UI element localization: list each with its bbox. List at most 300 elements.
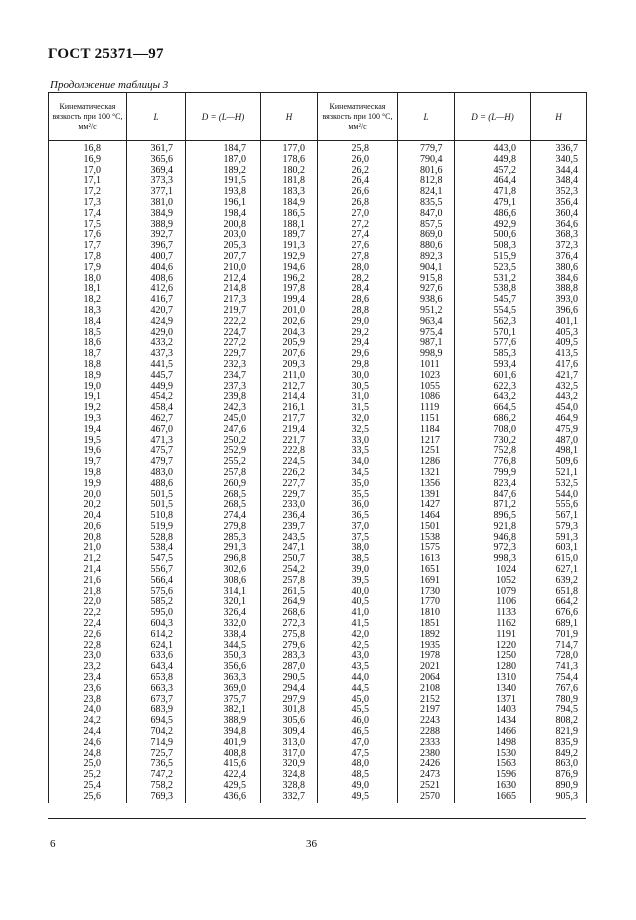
cell-h: 180,2 — [261, 166, 318, 177]
cell-d-2: 570,1 — [455, 328, 531, 339]
cell-h: 202,6 — [261, 317, 318, 328]
cell-d-2: 449,8 — [455, 155, 531, 166]
cell-viscosity-2: 29,0 — [318, 317, 398, 328]
cell-l: 408,6 — [127, 274, 186, 285]
cell-viscosity: 20,8 — [49, 533, 127, 544]
cell-d: 332,0 — [186, 619, 261, 630]
cell-h-2: 780,9 — [531, 695, 587, 706]
cell-viscosity: 23,0 — [49, 651, 127, 662]
cell-l-2: 2570 — [398, 792, 455, 803]
cell-l: 604,3 — [127, 619, 186, 630]
cell-h: 192,9 — [261, 252, 318, 263]
cell-l-2: 2243 — [398, 716, 455, 727]
cell-viscosity-2: 37,5 — [318, 533, 398, 544]
cell-viscosity: 19,4 — [49, 425, 127, 436]
cell-h-2: 487,0 — [531, 436, 587, 447]
cell-viscosity-2: 48,0 — [318, 759, 398, 770]
cell-viscosity: 23,6 — [49, 684, 127, 695]
cell-viscosity-2: 30,5 — [318, 382, 398, 393]
cell-h-2: 615,0 — [531, 554, 587, 565]
cell-d: 200,8 — [186, 220, 261, 231]
cell-d: 214,8 — [186, 284, 261, 295]
cell-h-2: 603,1 — [531, 543, 587, 554]
cell-viscosity-2: 27,2 — [318, 220, 398, 231]
cell-h: 254,2 — [261, 565, 318, 576]
table-bottom-rule — [48, 818, 586, 819]
cell-d-2: 457,2 — [455, 166, 531, 177]
cell-d-2: 1434 — [455, 716, 531, 727]
cell-viscosity: 18,3 — [49, 306, 127, 317]
cell-viscosity-2: 28,4 — [318, 284, 398, 295]
cell-viscosity-2: 49,5 — [318, 792, 398, 803]
viscosity-table — [48, 92, 586, 803]
cell-viscosity-2: 31,5 — [318, 403, 398, 414]
cell-d-2: 500,6 — [455, 230, 531, 241]
cell-d: 191,5 — [186, 176, 261, 187]
cell-h: 219,4 — [261, 425, 318, 436]
cell-l: 556,7 — [127, 565, 186, 576]
cell-viscosity: 21,8 — [49, 587, 127, 598]
cell-h: 199,4 — [261, 295, 318, 306]
cell-d-2: 871,2 — [455, 500, 531, 511]
cell-viscosity-2: 43,5 — [318, 662, 398, 673]
cell-h: 188,1 — [261, 220, 318, 231]
cell-viscosity: 22,0 — [49, 597, 127, 608]
cell-h: 226,2 — [261, 468, 318, 479]
cell-h: 257,8 — [261, 576, 318, 587]
cell-l-2: 1851 — [398, 619, 455, 630]
cell-h-2: 521,1 — [531, 468, 587, 479]
cell-l-2: 938,6 — [398, 295, 455, 306]
header-d: D = (L—H) — [186, 93, 261, 141]
cell-h-2: 417,6 — [531, 360, 587, 371]
cell-viscosity-2: 49,0 — [318, 781, 398, 792]
header-l-2: L — [398, 93, 455, 141]
cell-viscosity: 24,2 — [49, 716, 127, 727]
cell-l-2: 857,5 — [398, 220, 455, 231]
cell-d-2: 593,4 — [455, 360, 531, 371]
cell-viscosity-2: 29,2 — [318, 328, 398, 339]
cell-d-2: 545,7 — [455, 295, 531, 306]
cell-d: 296,8 — [186, 554, 261, 565]
cell-l: 519,9 — [127, 522, 186, 533]
cell-l: 479,7 — [127, 457, 186, 468]
cell-h: 216,1 — [261, 403, 318, 414]
cell-viscosity-2: 47,5 — [318, 749, 398, 760]
cell-viscosity: 16,9 — [49, 155, 127, 166]
cell-l-2: 1321 — [398, 468, 455, 479]
cell-h-2: 821,9 — [531, 727, 587, 738]
cell-l: 643,4 — [127, 662, 186, 673]
cell-l: 381,0 — [127, 198, 186, 209]
cell-l: 373,3 — [127, 176, 186, 187]
cell-d: 320,1 — [186, 597, 261, 608]
cell-viscosity: 18,1 — [49, 284, 127, 295]
cell-h: 194,6 — [261, 263, 318, 274]
cell-viscosity: 25,4 — [49, 781, 127, 792]
cell-viscosity: 21,6 — [49, 576, 127, 587]
cell-viscosity-2: 37,0 — [318, 522, 398, 533]
cell-h-2: 509,6 — [531, 457, 587, 468]
cell-viscosity: 23,8 — [49, 695, 127, 706]
cell-l: 614,2 — [127, 630, 186, 641]
cell-l: 595,0 — [127, 608, 186, 619]
cell-viscosity-2: 40,5 — [318, 597, 398, 608]
cell-l: 510,8 — [127, 511, 186, 522]
cell-viscosity: 23,4 — [49, 673, 127, 684]
cell-viscosity-2: 26,2 — [318, 166, 398, 177]
cell-h: 275,8 — [261, 630, 318, 641]
cell-viscosity: 19,7 — [49, 457, 127, 468]
cell-viscosity-2: 27,4 — [318, 230, 398, 241]
cell-viscosity-2: 35,5 — [318, 490, 398, 501]
cell-l-2: 1356 — [398, 479, 455, 490]
table-row — [49, 792, 587, 803]
cell-viscosity: 17,6 — [49, 230, 127, 241]
cell-d: 237,3 — [186, 382, 261, 393]
cell-viscosity: 25,2 — [49, 770, 127, 781]
cell-h-2: 863,0 — [531, 759, 587, 770]
cell-h-2: 567,1 — [531, 511, 587, 522]
cell-h: 301,8 — [261, 705, 318, 716]
cell-d: 232,3 — [186, 360, 261, 371]
cell-h-2: 701,9 — [531, 630, 587, 641]
cell-h-2: 676,6 — [531, 608, 587, 619]
cell-h-2: 376,4 — [531, 252, 587, 263]
page-number-center: 36 — [306, 838, 317, 850]
cell-h: 332,7 — [261, 792, 318, 803]
cell-l-2: 904,1 — [398, 263, 455, 274]
cell-d-2: 515,9 — [455, 252, 531, 263]
cell-h-2: 741,3 — [531, 662, 587, 673]
cell-viscosity-2: 45,0 — [318, 695, 398, 706]
cell-d: 356,6 — [186, 662, 261, 673]
cell-d: 274,4 — [186, 511, 261, 522]
cell-h: 236,4 — [261, 511, 318, 522]
cell-d-2: 601,6 — [455, 371, 531, 382]
cell-l: 471,3 — [127, 436, 186, 447]
table-row — [49, 209, 587, 220]
table-row — [49, 425, 587, 436]
cell-d-2: 538,8 — [455, 284, 531, 295]
cell-viscosity: 17,1 — [49, 176, 127, 187]
cell-d: 344,5 — [186, 641, 261, 652]
cell-h-2: 384,6 — [531, 274, 587, 285]
cell-l-2: 1086 — [398, 392, 455, 403]
cell-d-2: 643,2 — [455, 392, 531, 403]
cell-d-2: 622,3 — [455, 382, 531, 393]
cell-d-2: 896,5 — [455, 511, 531, 522]
cell-h: 204,3 — [261, 328, 318, 339]
cell-d-2: 492,9 — [455, 220, 531, 231]
cell-d-2: 577,6 — [455, 338, 531, 349]
cell-d: 291,3 — [186, 543, 261, 554]
cell-l-2: 2333 — [398, 738, 455, 749]
cell-l: 575,6 — [127, 587, 186, 598]
cell-l-2: 1935 — [398, 641, 455, 652]
cell-h: 229,7 — [261, 490, 318, 501]
cell-d: 252,9 — [186, 446, 261, 457]
cell-viscosity-2: 41,0 — [318, 608, 398, 619]
cell-l: 585,2 — [127, 597, 186, 608]
cell-d: 203,0 — [186, 230, 261, 241]
cell-l-2: 998,9 — [398, 349, 455, 360]
cell-l-2: 1119 — [398, 403, 455, 414]
cell-h: 313,0 — [261, 738, 318, 749]
cell-d: 234,7 — [186, 371, 261, 382]
cell-viscosity: 19,3 — [49, 414, 127, 425]
cell-viscosity: 16,8 — [49, 141, 127, 155]
cell-h-2: 714,7 — [531, 641, 587, 652]
cell-l-2: 1613 — [398, 554, 455, 565]
cell-h-2: 364,6 — [531, 220, 587, 231]
cell-d-2: 847,6 — [455, 490, 531, 501]
cell-viscosity: 20,2 — [49, 500, 127, 511]
cell-h: 196,2 — [261, 274, 318, 285]
cell-viscosity-2: 47,0 — [318, 738, 398, 749]
cell-h: 243,5 — [261, 533, 318, 544]
cell-viscosity-2: 46,0 — [318, 716, 398, 727]
cell-viscosity: 17,4 — [49, 209, 127, 220]
cell-viscosity: 17,9 — [49, 263, 127, 274]
cell-d: 326,4 — [186, 608, 261, 619]
cell-h-2: 555,6 — [531, 500, 587, 511]
cell-l: 769,3 — [127, 792, 186, 803]
cell-d-2: 1191 — [455, 630, 531, 641]
cell-l-2: 892,3 — [398, 252, 455, 263]
cell-viscosity: 25,0 — [49, 759, 127, 770]
cell-viscosity: 18,0 — [49, 274, 127, 285]
cell-viscosity: 17,8 — [49, 252, 127, 263]
cell-viscosity-2: 42,5 — [318, 641, 398, 652]
cell-viscosity-2: 31,0 — [318, 392, 398, 403]
cell-l: 441,5 — [127, 360, 186, 371]
cell-l: 475,7 — [127, 446, 186, 457]
cell-d-2: 730,2 — [455, 436, 531, 447]
cell-l-2: 869,0 — [398, 230, 455, 241]
cell-l: 538,4 — [127, 543, 186, 554]
cell-h-2: 464,9 — [531, 414, 587, 425]
cell-d: 210,0 — [186, 263, 261, 274]
cell-h-2: 372,3 — [531, 241, 587, 252]
cell-h: 186,5 — [261, 209, 318, 220]
cell-h-2: 432,5 — [531, 382, 587, 393]
page-number-left: 6 — [50, 838, 56, 850]
cell-viscosity: 21,0 — [49, 543, 127, 554]
cell-viscosity-2: 36,0 — [318, 500, 398, 511]
cell-d-2: 1630 — [455, 781, 531, 792]
cell-viscosity: 17,3 — [49, 198, 127, 209]
cell-viscosity-2: 38,5 — [318, 554, 398, 565]
cell-l: 488,6 — [127, 479, 186, 490]
cell-h-2: 905,3 — [531, 792, 587, 803]
cell-d: 219,7 — [186, 306, 261, 317]
cell-l-2: 1427 — [398, 500, 455, 511]
cell-l: 361,7 — [127, 141, 186, 155]
cell-l-2: 1184 — [398, 425, 455, 436]
cell-l-2: 790,4 — [398, 155, 455, 166]
cell-d: 222,2 — [186, 317, 261, 328]
cell-d: 250,2 — [186, 436, 261, 447]
cell-d-2: 523,5 — [455, 263, 531, 274]
cell-d-2: 479,1 — [455, 198, 531, 209]
cell-l-2: 835,5 — [398, 198, 455, 209]
cell-viscosity-2: 40,0 — [318, 587, 398, 598]
cell-viscosity-2: 27,0 — [318, 209, 398, 220]
cell-viscosity-2: 30,0 — [318, 371, 398, 382]
cell-l-2: 2380 — [398, 749, 455, 760]
cell-d: 239,8 — [186, 392, 261, 403]
cell-d: 285,3 — [186, 533, 261, 544]
cell-d: 382,1 — [186, 705, 261, 716]
cell-d: 198,4 — [186, 209, 261, 220]
cell-h-2: 368,3 — [531, 230, 587, 241]
cell-l-2: 1217 — [398, 436, 455, 447]
header-viscosity: Кинематическая вязкость при 100 °С, мм²/с — [49, 93, 127, 141]
table-header-row — [49, 93, 587, 141]
cell-l: 454,2 — [127, 392, 186, 403]
cell-h-2: 475,9 — [531, 425, 587, 436]
cell-h: 212,7 — [261, 382, 318, 393]
cell-l: 725,7 — [127, 749, 186, 760]
cell-viscosity-2: 44,5 — [318, 684, 398, 695]
cell-h-2: 340,5 — [531, 155, 587, 166]
cell-d: 217,3 — [186, 295, 261, 306]
cell-d-2: 1220 — [455, 641, 531, 652]
cell-d-2: 531,2 — [455, 274, 531, 285]
cell-l: 462,7 — [127, 414, 186, 425]
cell-viscosity-2: 26,8 — [318, 198, 398, 209]
cell-h: 239,7 — [261, 522, 318, 533]
standard-title: ГОСТ 25371—97 — [48, 46, 164, 62]
cell-viscosity: 21,2 — [49, 554, 127, 565]
cell-d: 375,7 — [186, 695, 261, 706]
cell-l: 377,1 — [127, 187, 186, 198]
cell-h: 178,6 — [261, 155, 318, 166]
cell-d: 227,2 — [186, 338, 261, 349]
cell-d: 394,8 — [186, 727, 261, 738]
cell-h-2: 421,7 — [531, 371, 587, 382]
cell-h-2: 388,8 — [531, 284, 587, 295]
cell-viscosity-2: 34,5 — [318, 468, 398, 479]
header-h: H — [261, 93, 318, 141]
cell-h-2: 849,2 — [531, 749, 587, 760]
cell-d-2: 554,5 — [455, 306, 531, 317]
cell-l: 384,9 — [127, 209, 186, 220]
cell-h: 233,0 — [261, 500, 318, 511]
cell-viscosity-2: 46,5 — [318, 727, 398, 738]
header-h-2: H — [531, 93, 587, 141]
cell-viscosity-2: 26,6 — [318, 187, 398, 198]
cell-l-2: 2426 — [398, 759, 455, 770]
cell-d-2: 1530 — [455, 749, 531, 760]
cell-l: 445,7 — [127, 371, 186, 382]
cell-d-2: 1310 — [455, 673, 531, 684]
cell-viscosity: 19,2 — [49, 403, 127, 414]
cell-h-2: 356,4 — [531, 198, 587, 209]
cell-d: 187,0 — [186, 155, 261, 166]
cell-l: 714,9 — [127, 738, 186, 749]
cell-viscosity: 18,2 — [49, 295, 127, 306]
cell-l: 683,9 — [127, 705, 186, 716]
cell-d: 196,1 — [186, 198, 261, 209]
cell-d-2: 1133 — [455, 608, 531, 619]
cell-d: 229,7 — [186, 349, 261, 360]
cell-h-2: 808,2 — [531, 716, 587, 727]
cell-l-2: 779,7 — [398, 141, 455, 155]
cell-h-2: 651,8 — [531, 587, 587, 598]
cell-viscosity: 22,4 — [49, 619, 127, 630]
cell-viscosity-2: 33,5 — [318, 446, 398, 457]
cell-d: 388,9 — [186, 716, 261, 727]
cell-viscosity-2: 32,5 — [318, 425, 398, 436]
cell-d-2: 664,5 — [455, 403, 531, 414]
cell-h: 324,8 — [261, 770, 318, 781]
cell-d-2: 972,3 — [455, 543, 531, 554]
cell-l-2: 1978 — [398, 651, 455, 662]
cell-l: 704,2 — [127, 727, 186, 738]
cell-viscosity: 25,6 — [49, 792, 127, 803]
cell-l-2: 1151 — [398, 414, 455, 425]
cell-h: 283,3 — [261, 651, 318, 662]
cell-l-2: 1023 — [398, 371, 455, 382]
cell-d-2: 776,8 — [455, 457, 531, 468]
cell-d-2: 1498 — [455, 738, 531, 749]
cell-h-2: 754,4 — [531, 673, 587, 684]
cell-l: 467,0 — [127, 425, 186, 436]
cell-l: 369,4 — [127, 166, 186, 177]
cell-h: 183,3 — [261, 187, 318, 198]
cell-h: 214,4 — [261, 392, 318, 403]
cell-h-2: 794,5 — [531, 705, 587, 716]
cell-h-2: 728,0 — [531, 651, 587, 662]
cell-viscosity-2: 39,5 — [318, 576, 398, 587]
cell-h-2: 413,5 — [531, 349, 587, 360]
table-row — [49, 371, 587, 382]
cell-h-2: 591,3 — [531, 533, 587, 544]
cell-h-2: 401,1 — [531, 317, 587, 328]
cell-l: 437,3 — [127, 349, 186, 360]
cell-l-2: 1651 — [398, 565, 455, 576]
cell-l-2: 1464 — [398, 511, 455, 522]
cell-viscosity: 18,7 — [49, 349, 127, 360]
cell-d-2: 471,8 — [455, 187, 531, 198]
table-row — [49, 141, 587, 155]
cell-viscosity: 20,0 — [49, 490, 127, 501]
cell-h-2: 352,3 — [531, 187, 587, 198]
cell-d-2: 1340 — [455, 684, 531, 695]
cell-viscosity: 22,8 — [49, 641, 127, 652]
cell-l-2: 1501 — [398, 522, 455, 533]
cell-d-2: 1596 — [455, 770, 531, 781]
cell-viscosity-2: 44,0 — [318, 673, 398, 684]
cell-l-2: 824,1 — [398, 187, 455, 198]
cell-viscosity: 18,9 — [49, 371, 127, 382]
cell-viscosity-2: 25,8 — [318, 141, 398, 155]
cell-viscosity-2: 29,4 — [318, 338, 398, 349]
cell-h: 221,7 — [261, 436, 318, 447]
cell-h: 197,8 — [261, 284, 318, 295]
cell-d-2: 1106 — [455, 597, 531, 608]
cell-h: 247,1 — [261, 543, 318, 554]
cell-viscosity: 23,2 — [49, 662, 127, 673]
cell-viscosity-2: 42,0 — [318, 630, 398, 641]
cell-viscosity-2: 32,0 — [318, 414, 398, 425]
cell-viscosity-2: 33,0 — [318, 436, 398, 447]
cell-l-2: 1810 — [398, 608, 455, 619]
cell-viscosity: 20,4 — [49, 511, 127, 522]
cell-l: 566,4 — [127, 576, 186, 587]
